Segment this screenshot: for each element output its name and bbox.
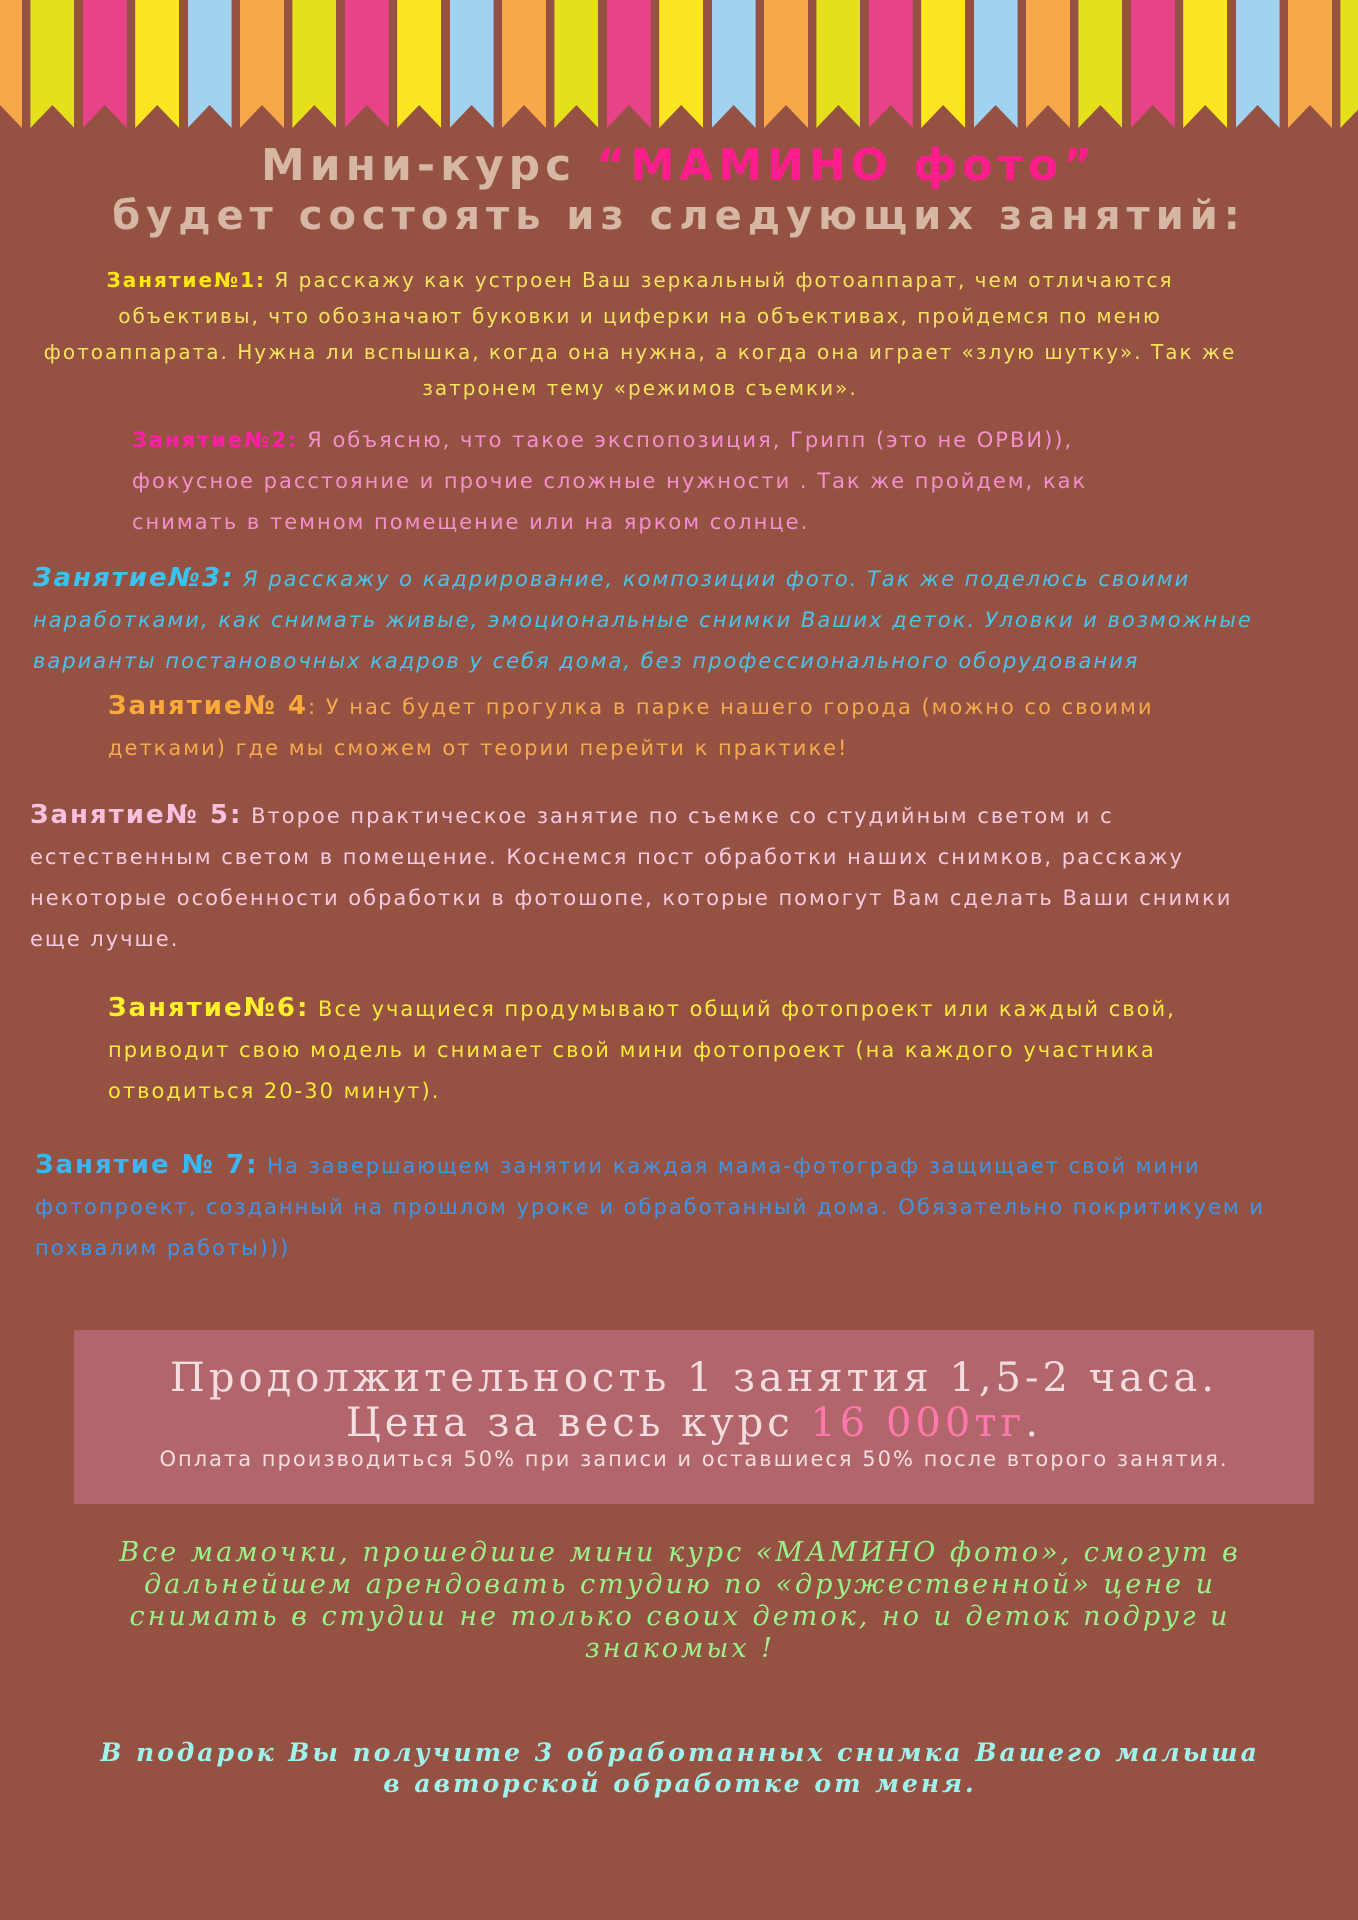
lesson-1 xyxy=(40,262,1240,406)
page-title xyxy=(0,140,1358,191)
bunting-flag xyxy=(1340,0,1358,128)
bunting-flag xyxy=(1131,0,1175,128)
price-box xyxy=(74,1330,1314,1504)
page-subtitle: будет состоять из следующих занятий: xyxy=(112,193,1246,239)
lesson-2-text: Я объясню, что такое экспопозиция, Грипп (это не ОРВИ)), фокусное расстояние и прочие сложные нужности . Так же пройдем, как снимать в темном помещение или на ярком солнце. xyxy=(132,428,1088,534)
bunting-flag xyxy=(292,0,336,128)
bunting-flag xyxy=(764,0,808,128)
bunting-flag xyxy=(712,0,756,128)
bunting-flag xyxy=(921,0,965,128)
bunting-flag xyxy=(1078,0,1122,128)
lesson-7-label: Занятие № 7: xyxy=(35,1150,259,1180)
bunting-flag xyxy=(1288,0,1332,128)
bunting-flag xyxy=(83,0,127,128)
bunting-flag xyxy=(450,0,494,128)
lesson-4-label: Занятие№ 4 xyxy=(108,691,309,721)
bunting-flag xyxy=(659,0,703,128)
price-suffix: . xyxy=(1025,1400,1043,1446)
bunting-flag xyxy=(869,0,913,128)
lesson-4-text: : У нас будет прогулка в парке нашего города (можно со своими детками) где мы сможем от теории перейти к практике! xyxy=(108,695,1154,760)
bunting-flag xyxy=(974,0,1018,128)
lesson-3 xyxy=(33,558,1333,682)
lesson-1-label: Занятие№1: xyxy=(106,268,267,292)
bunting-decoration xyxy=(0,0,1358,130)
bunting-flag xyxy=(1236,0,1280,128)
bunting-flag xyxy=(345,0,389,128)
price-value: 16 000тг xyxy=(810,1400,1026,1446)
bunting-flag xyxy=(188,0,232,128)
studio-rent-note: Все мамочки, прошедшие мини курс «МАМИНО фото», смогут в дальнейшем арендовать студию по «дружественной» цене и снимать в студии не только своих деток, но и деток подруг и знакомых ! xyxy=(119,1537,1241,1664)
lesson-5 xyxy=(30,795,1260,960)
bunting-flag xyxy=(397,0,441,128)
lesson-3-text: Я расскажу о кадрирование, композиции фото. Так же поделюсь своими наработками, как снимать живые, эмоциональные снимки Ваших деток. Уловки и возможные варианты постановочных кадров у себя дома, без профессионального оборудования xyxy=(33,567,1253,673)
lesson-6 xyxy=(108,988,1238,1112)
lesson-7 xyxy=(35,1145,1295,1269)
title-prefix: Мини-курс xyxy=(260,140,597,191)
bunting-flag xyxy=(502,0,546,128)
bunting-flag xyxy=(0,0,22,128)
bunting-flag xyxy=(240,0,284,128)
price-line xyxy=(74,1400,1314,1446)
duration-text: Продолжительность 1 занятия 1,5-2 часа. xyxy=(170,1355,1218,1401)
lesson-5-label: Занятие№ 5: xyxy=(30,800,243,830)
bunting-flag xyxy=(816,0,860,128)
bunting-flag xyxy=(135,0,179,128)
title-highlight: “МАМИНО фото” xyxy=(596,140,1097,191)
lesson-5-text: Второе практическое занятие по съемке со студийным светом и с естественным светом в помещение. Коснемся пост обработки наших снимков, расскажу некоторые особенности обработки в фотошопе, которые помогут Вам сделать Ваши снимки еще лучше. xyxy=(30,804,1233,951)
bunting-flag xyxy=(554,0,598,128)
bunting-flag xyxy=(607,0,651,128)
gift-note: В подарок Вы получите 3 обработанных снимка Вашего малыша в авторской обработке от меня. xyxy=(100,1738,1260,1798)
lesson-6-text: Все учащиеся продумывают общий фотопроект или каждый свой, приводит свою модель и снимает свой мини фотопроект (на каждого участника отводиться 20-30 минут). xyxy=(108,997,1176,1103)
bunting-flag xyxy=(1026,0,1070,128)
lesson-6-label: Занятие№6: xyxy=(108,993,310,1023)
lesson-2 xyxy=(132,420,1172,543)
payment-terms: Оплата производиться 50% при записи и оставшиеся 50% после второго занятия. xyxy=(159,1447,1229,1471)
lesson-1-text: Я расскажу как устроен Ваш зеркальный фотоаппарат, чем отличаются объективы, что обозначают буковки и циферки на объективах, пройдемся по меню фотоаппарата. Нужна ли вспышка, когда она нужна, а когда она играет «злую шутку». Так же затронем тему «режимов съемки». xyxy=(43,268,1237,400)
price-prefix: Цена за весь курс xyxy=(345,1400,811,1446)
lesson-7-text: На завершающем занятии каждая мама-фотограф защищает свой мини фотопроект, созданный на прошлом уроке и обработанный дома. Обязательно покритикуем и похвалим работы))) xyxy=(35,1154,1266,1260)
lesson-2-label: Занятие№2: xyxy=(132,428,299,452)
lesson-4 xyxy=(108,686,1228,769)
bunting-flag xyxy=(1183,0,1227,128)
lesson-3-label: Занятие№3: xyxy=(33,563,235,593)
bunting-flag xyxy=(30,0,74,128)
